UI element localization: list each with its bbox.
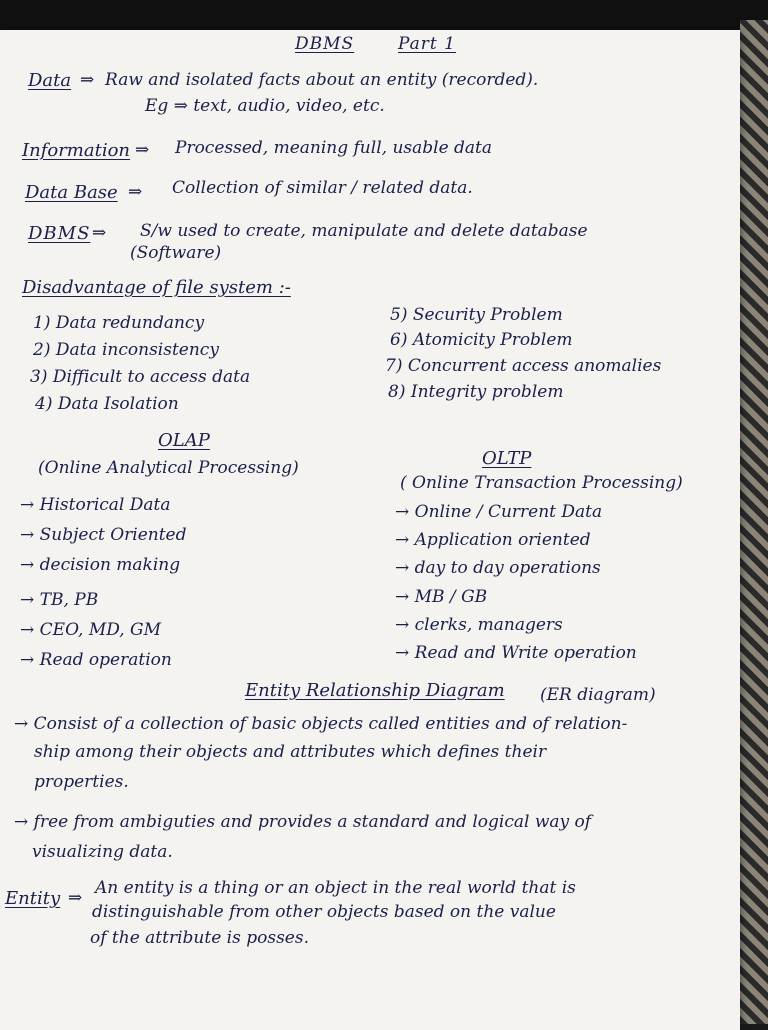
olap-item: → decision making (20, 555, 181, 575)
arrow-dbms: ⇒ (92, 223, 107, 243)
oltp-title: OLTP (482, 448, 532, 469)
arrow-data: ⇒ (80, 70, 95, 90)
olap-subtitle: (Online Analytical Processing) (38, 458, 299, 478)
notebook-page (0, 30, 740, 1030)
page-title: DBMS (295, 34, 355, 54)
olap-title: OLAP (158, 430, 210, 451)
definition-information: Processed, meaning full, usable data (175, 138, 493, 158)
background-edge (740, 20, 768, 1024)
arrow-information: ⇒ (135, 140, 150, 160)
oltp-item: → Application oriented (395, 530, 591, 550)
disadvantage-item: 4) Data Isolation (35, 394, 179, 414)
term-database: Data Base (25, 182, 118, 203)
oltp-item: → Read and Write operation (395, 643, 637, 663)
oltp-item: → Online / Current Data (395, 502, 603, 522)
er-note: (ER diagram) (540, 685, 656, 705)
disadvantage-item: 1) Data redundancy (33, 313, 205, 333)
definition-dbms: S/w used to create, manipulate and delete database (140, 221, 588, 241)
disadvantage-item: 2) Data inconsistency (33, 340, 219, 360)
olap-item: → Historical Data (20, 495, 171, 515)
term-dbms: DBMS (28, 223, 91, 244)
oltp-item: → day to day operations (395, 558, 601, 578)
disadvantage-item: 3) Difficult to access data (30, 367, 251, 387)
er-point-line: ship among their objects and attributes which defines their (34, 742, 547, 762)
olap-item: → TB, PB (20, 590, 99, 610)
definition-database: Collection of similar / related data. (172, 178, 473, 198)
definition-data: Raw and isolated facts about an entity (recorded). (105, 70, 539, 90)
arrow-database: ⇒ (128, 182, 143, 202)
disadvantage-item: 8) Integrity problem (388, 382, 564, 402)
entity-line: distinguishable from other objects based on the value (92, 902, 556, 922)
olap-item: → Subject Oriented (20, 525, 187, 545)
er-point-line: visualizing data. (32, 842, 173, 862)
entity-line: An entity is a thing or an object in the real world that is (95, 878, 576, 898)
page-part: Part 1 (398, 34, 456, 54)
oltp-item: → clerks, managers (395, 615, 563, 635)
er-point-line: → free from ambiguties and provides a standard and logical way of (14, 812, 592, 832)
disadvantage-item: 5) Security Problem (390, 305, 563, 325)
term-entity: Entity (5, 888, 61, 909)
oltp-item: → MB / GB (395, 587, 488, 607)
disadvantage-item: 7) Concurrent access anomalies (385, 356, 662, 376)
olap-item: → Read operation (20, 650, 172, 670)
er-point-line: properties. (34, 772, 129, 792)
disadvantages-heading: Disadvantage of file system :- (22, 277, 291, 298)
definition-dbms-note: (Software) (130, 243, 222, 263)
entity-line: of the attribute is posses. (90, 928, 309, 948)
olap-item: → CEO, MD, GM (20, 620, 162, 640)
disadvantage-item: 6) Atomicity Problem (390, 330, 573, 350)
definition-data-example: Eg ⇒ text, audio, video, etc. (145, 96, 385, 116)
er-point-line: → Consist of a collection of basic objects called entities and of relation- (14, 714, 628, 734)
oltp-subtitle: ( Online Transaction Processing) (400, 473, 683, 493)
term-information: Information (22, 140, 131, 161)
background-top (0, 0, 768, 30)
term-data: Data (28, 70, 72, 91)
er-heading: Entity Relationship Diagram (245, 680, 505, 701)
arrow-entity: ⇒ (68, 888, 83, 908)
